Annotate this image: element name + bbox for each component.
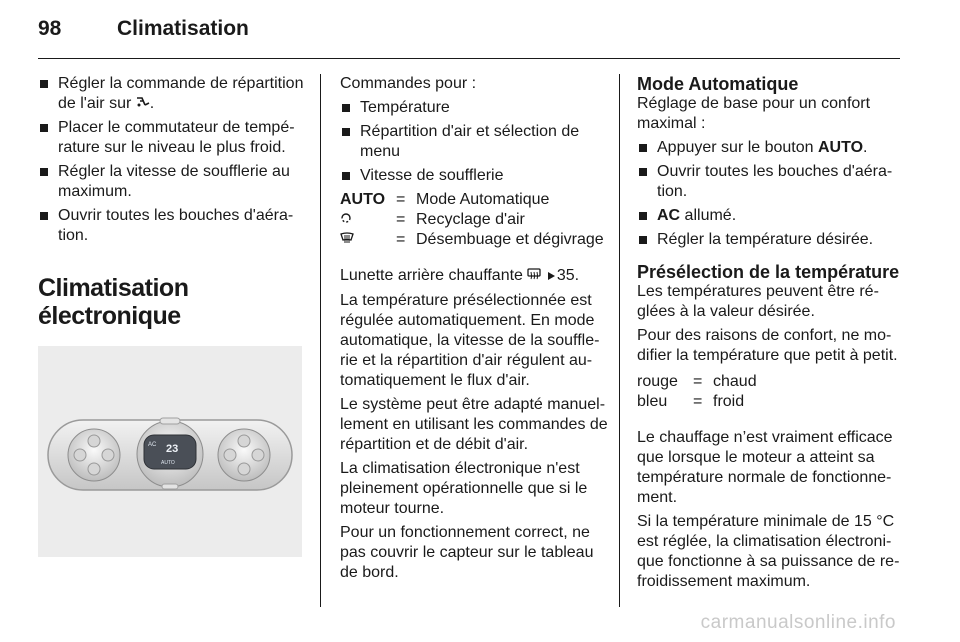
bullet-icon (342, 128, 350, 136)
controls-intro: Commandes pour : (340, 75, 477, 92)
column-divider-2 (619, 74, 620, 607)
header-rule (38, 58, 900, 59)
bullet-icon (639, 168, 647, 176)
page-title: Climatisation (117, 17, 249, 40)
controls-list (340, 98, 608, 186)
display-ac-text: AC (148, 442, 157, 449)
list-item: Appuyer sur le bouton AUTO. (637, 138, 903, 158)
table-row: rouge = chaud (637, 373, 757, 390)
rear-window-heating-icon (527, 266, 541, 286)
list-item: Vitesse de soufflerie (340, 166, 608, 186)
list-item: Régler la vitesse de soufflerie au maximum. (38, 162, 306, 202)
auto-key: AUTO (340, 191, 386, 208)
bullet-icon (40, 124, 48, 132)
bullet-icon (639, 144, 647, 152)
list-item: Répartition d'air et sélection de menu (340, 122, 608, 162)
recirculation-icon (340, 210, 352, 230)
column-1 (38, 74, 306, 557)
air-to-windscreen-icon (136, 94, 150, 114)
bullet-icon (40, 168, 48, 176)
watermark: carmanualsonline.info (700, 612, 896, 633)
section-title: Présélection de la température (637, 262, 900, 282)
defog-icon (340, 230, 354, 250)
rear-window-ref: Lunette arrière chauffante 35. (340, 267, 580, 285)
list-item: Régler la commande de répartition de l'air sur . (38, 74, 306, 114)
cooling-steps-list (38, 74, 306, 246)
bullet-icon (40, 212, 48, 220)
bullet-icon (342, 104, 350, 112)
column-3: Mode Automatique Réglage de base pour un confort maximal : Appuyer sur le bouton AUTO. Ouvrir toutes les bouches d'aéra-tion. AC allumé. Régler la température désirée. Présélection de la température Les températures peuvent être ré-glées à la valeur désirée. Pour des raisons de confort, ne mo-difier la température que petit à petit. rouge = chaud bleu = froid Le chauffage n’est vraiment efficace que lorsque le moteur a atteint sa température normale de fonctionne-ment. Si la température minimale de 15 °C est réglée, la climatisation électroni-que fonctionne à sa puissance de re-froidissement maximum. (637, 74, 903, 596)
section-title: Mode Automatique (637, 74, 799, 94)
bullet-icon (639, 236, 647, 244)
list-item: Ouvrir toutes les bouches d'aéra-tion. (637, 162, 903, 202)
column-2: Commandes pour : Température Répartition d'air et sélection de menu Vitesse de soufflerie AUTO = Mode Automatique = Recyclage d'air = Désembuage et dégivrage Lunette arrière chauffante 35. La température présélectionnée est régulée automatiquement. En mode automatique, la vitesse de la souffle-rie et la répartition d'air régulent au-tomatiquement le flux d'air. Le système peut être adapté manuel-lement en utilisant les commandes de répartition et de débit d'air. La climatisation électronique n'est pleinement opérationnelle que si le moteur tourne. Pour un fonctionnement correct, ne pas couvrir le capteur sur le tableau de bord. (340, 75, 608, 581)
controls-definitions (340, 190, 604, 250)
bullet-icon (639, 212, 647, 220)
table-row: = Désembuage et dégivrage (340, 230, 604, 250)
color-definitions (637, 372, 757, 412)
list-item: Placer le commutateur de tempé-rature sur le niveau le plus froid. (38, 118, 306, 158)
section-title: Climatisation électronique (38, 274, 189, 331)
air-distribution-knob (68, 429, 120, 481)
display-auto-text: AUTO (161, 460, 175, 467)
auto-mode-steps (637, 138, 903, 250)
page-header (38, 17, 249, 49)
display-temp-text: 23 (166, 443, 179, 456)
bullet-icon (342, 172, 350, 180)
page-ref-link[interactable]: 35. (556, 267, 580, 285)
table-row: AUTO = Mode Automatique (340, 191, 550, 208)
fan-speed-knob (218, 429, 270, 481)
list-item: Régler la température désirée. (637, 230, 903, 250)
table-row: bleu = froid (637, 393, 745, 410)
list-item: Ouvrir toutes les bouches d'aéra-tion. (38, 206, 306, 246)
column-divider-1 (320, 74, 321, 607)
page-ref-arrow-icon (548, 272, 555, 280)
list-item: AC allumé. (637, 206, 903, 226)
list-item: Température (340, 98, 608, 118)
climate-panel-image (38, 346, 302, 557)
table-row: = Recyclage d'air (340, 210, 604, 230)
page-number: 98 (38, 17, 62, 40)
bullet-icon (40, 80, 48, 88)
